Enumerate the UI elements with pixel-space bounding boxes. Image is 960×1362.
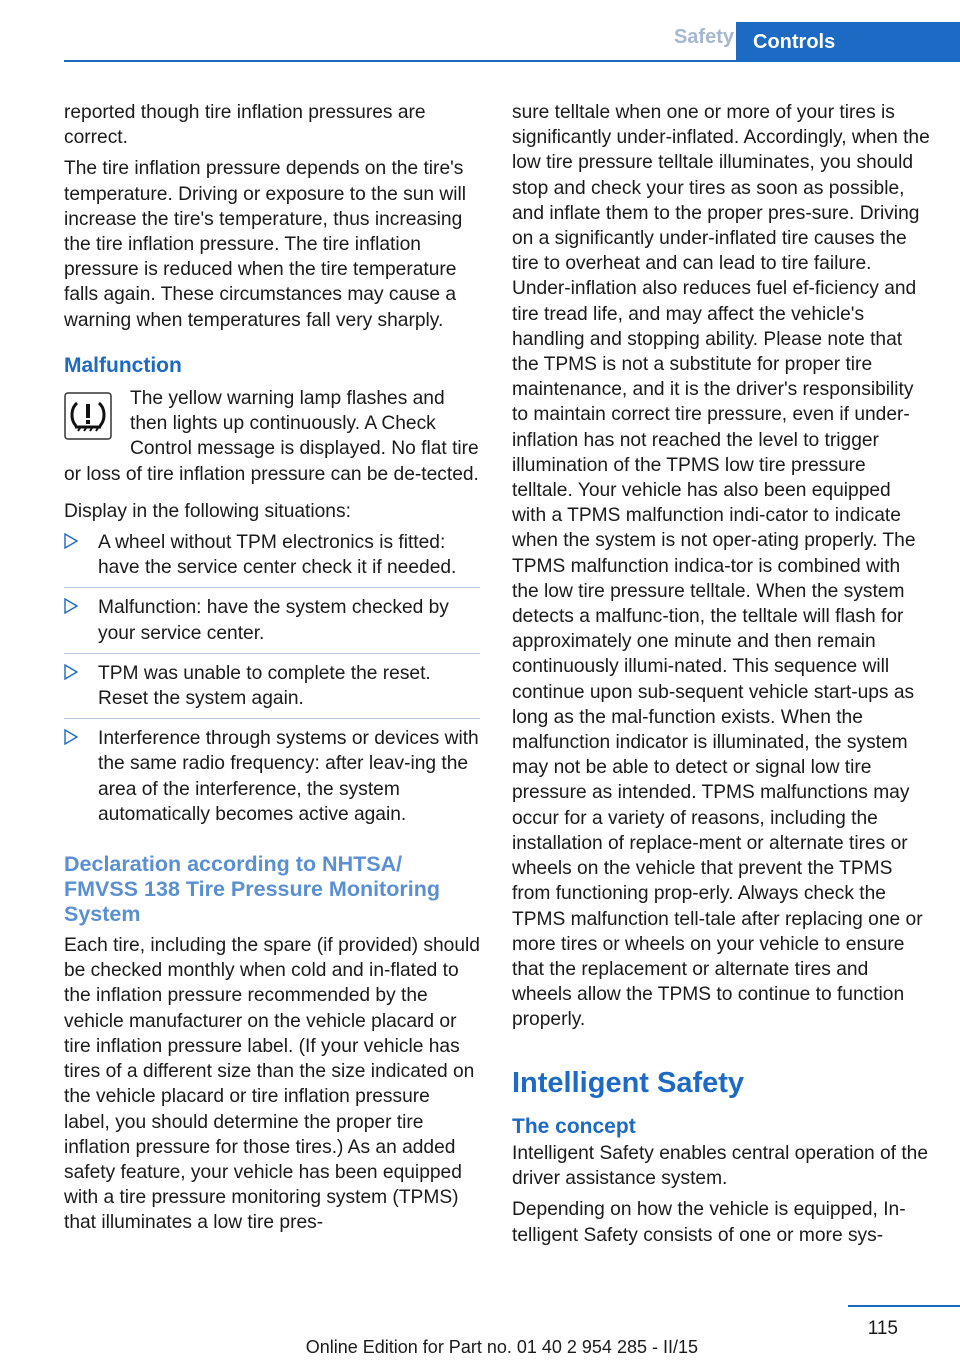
paragraph-temperature: The tire inflation pressure depends on the tire's temperature. Driving or exposure to the sun will increase the tire's temperature, thus increasing the tire inflation pressure. The tire inflation pressure is reduced when the tire temperature falls again. These circumstances may cause a warning when temperatures fall very sharply. [64,158,467,331]
list-item-text: Malfunction: have the system checked by your service center. [98,597,449,644]
malfunction-text: The yellow warning lamp flashes and then lights up continuously. A Check Control message is displayed. No flat tire or loss of tire inflation pressure can be de-tected. [64,388,479,485]
malfunction-block [64,386,480,487]
list-item-text: TPM was unable to complete the reset. Reset the system again. [98,662,431,710]
left-column [64,100,480,1242]
footer-rule [848,1305,960,1307]
bullet-triangle-icon [64,664,78,680]
situations-list [64,530,480,834]
declaration-text: Each tire, including the spare (if provided) should be checked monthly when cold and in-flated to the inflation pressure recommended by the vehicle manufacturer on the vehicle placard or tire inflation pressure label. (If your vehicle has tires of a different size than the size indicated on the vehicle placard or tire inflation pressure label, you should determine the proper tire inflation pressure for those tires.) As an added safety feature, your vehicle has been equipped with a tire pressure monitoring system (TPMS) that illuminates a low tire pres- [64,935,480,1234]
bullet-triangle-icon [64,533,78,549]
header-rule [64,60,960,62]
header-section-label: Safety [673,26,734,48]
concept-paragraph-2: Depending on how the vehicle is equipped, In-telligent Safety consists of one or more sys- [512,1199,906,1246]
list-item [64,661,480,719]
list-item [64,726,480,834]
malfunction-heading: Malfunction [64,353,182,377]
header-chapter-tab: Controls [736,22,960,60]
right-column [512,100,930,1254]
edition-footer: Online Edition for Part no. 01 40 2 954 285 - II/15 [305,1337,698,1357]
bullet-triangle-icon [64,598,78,614]
concept-paragraph-1: Intelligent Safety enables central operation of the driver assistance system. [512,1142,929,1190]
paragraph-continuation: reported though tire inflation pressures are correct. [64,102,426,149]
page-number: 115 [867,1318,898,1339]
tpms-continuation: sure telltale when one or more of your tires is significantly under-inflated. Accordingly, when the low tire pressure telltale illuminates, you should stop and check your tires as soon as possible, and inflate them to the proper pres-sure. Driving on a significantly under-inflated tire causes the tire to overheat and can lead to tire failure. Under-inflation also reduces fuel ef-ficiency and tire tread life, and may affect the vehicle's handling and stopping ability. Please note that the TPMS is not a substitute for proper tire maintenance, and it is the driver's responsibility to maintain correct tire pressure, even if under-inflation has not reached the level to trigger illumination of the TPMS low tire pressure telltale. Your vehicle has also been equipped with a TPMS malfunction indi-cator to indicate when the system is not oper-ating properly. The TPMS malfunction indica-tor is combined with the low tire pressure telltale. When the system detects a malfunc-tion, the telltale will flash for approximately one minute and then remain continuously illumi-nated. This sequence will continue upon sub-sequent vehicle start-ups as long as the mal-function exists. When the malfunction indicator is illuminated, the system may not be able to detect or signal low tire pressure as intended. TPMS malfunctions may occur for a variety of reasons, including the installation of replace-ment or alternate tires or wheels on the vehicle that prevent the TPMS from functioning prop-erly. Always check the TPMS malfunction tell-tale after replacing one or more tires or wheels on your vehicle to ensure that the replacement or alternate tires and wheels allow the TPMS to continue to function properly. [512,102,930,1031]
list-item [64,595,480,653]
list-item-text: Interference through systems or devices with the same radio frequency: after leav-ing the area of the interference, the system automatically becomes active again. [98,728,479,825]
bullet-triangle-icon [64,729,78,745]
display-intro: Display in the following situations: [64,500,351,522]
intelligent-safety-heading: Intelligent Safety [512,1066,745,1099]
tire-pressure-warning-icon [64,392,112,440]
list-item [64,530,480,588]
declaration-heading: Declaration according to NHTSA/ FMVSS 138 Tire Pressure Monitoring System [64,852,440,927]
list-item-text: A wheel without TPM electronics is fitted: have the service center check it if needed. [98,532,457,579]
concept-heading: The concept [512,1114,636,1138]
